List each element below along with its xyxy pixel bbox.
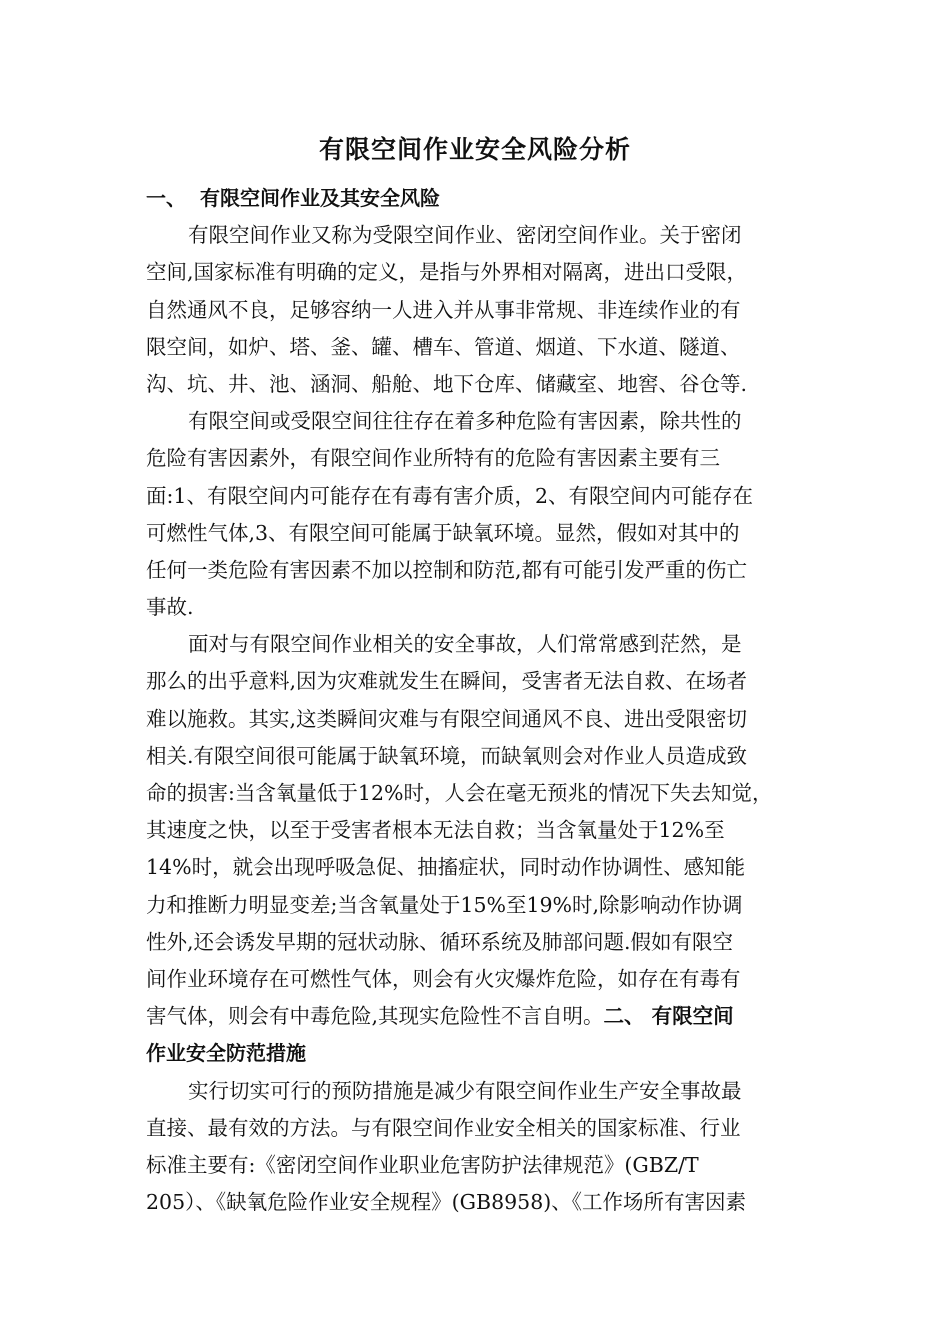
paragraph-4-line: 标准主要有:《密闭空间作业职业危害防护法律规范》(GBZ/T (146, 1152, 699, 1177)
paragraph-3-line: 难以施救。其实,这类瞬间灾难与有限空间通风不良、进出受限密切 (146, 706, 748, 731)
section-2-title-part2: 作业安全防范措施 (146, 1041, 306, 1066)
paragraph-2-line: 危险有害因素外，有限空间作业所特有的危险有害因素主要有三 (146, 446, 720, 471)
paragraph-2-line: 有限空间或受限空间往往存在着多种危险有害因素，除共性的 (188, 409, 742, 434)
section-1-title: 有限空间作业及其安全风险 (200, 186, 440, 210)
section-2-title-part1 (645, 1004, 734, 1028)
paragraph-1-line: 限空间，如炉、塔、釜、罐、槽车、管道、烟道、下水道、隧道、 (146, 334, 741, 359)
paragraph-1-line: 有限空间作业又称为受限空间作业、密闭空间作业。关于密闭 (188, 223, 742, 248)
paragraph-3-line: 间作业环境存在可燃性气体，则会有火灾爆炸危险，如存在有毒有 (146, 966, 741, 991)
paragraph-1-line: 沟、坑、井、池、涵洞、船舱、地下仓库、储藏室、地窖、谷仓等. (146, 371, 748, 396)
paragraph-3-line: 14%时，就会出现呼吸急促、抽搐症状，同时动作协调性、感知能 (146, 855, 746, 880)
paragraph-1-line: 自然通风不良，足够容纳一人进入并从事非常规、非连续作业的有 (146, 297, 741, 322)
section-2-title-part1-text: 有限空间 (651, 1004, 734, 1029)
paragraph-3-line: 其速度之快，以至于受害者根本无法自救；当含氧量处于12%至 (146, 818, 725, 843)
paragraph-3-line: 相关.有限空间很可能属于缺氧环境，而缺氧则会对作业人员造成致 (146, 743, 748, 768)
paragraph-2-line: 事故. (146, 595, 194, 620)
paragraph-2-line: 面:1、有限空间内可能存在有毒有害介质，2、有限空间内可能存在 (146, 483, 753, 508)
paragraph-3-line: 面对与有限空间作业相关的安全事故，人们常常感到茫然，是 (188, 632, 742, 657)
paragraph-2-line: 任何一类危险有害因素不加以控制和防范,都有可能引发严重的伤亡 (146, 557, 748, 582)
document-body (146, 180, 810, 1221)
paragraph-4-line: 实行切实可行的预防措施是减少有限空间作业生产安全事故最 (188, 1078, 742, 1103)
section-1-number: 一、 (146, 186, 186, 210)
paragraph-3-last-text: 害气体，则会有中毒危险,其现实危险性不言自明。 (146, 1004, 604, 1029)
paragraph-3-line: 命的损害:当含氧量低于12%时，人会在毫无预兆的情况下失去知觉， (146, 781, 773, 805)
paragraph-3-line: 力和推断力明显变差;当含氧量处于15%至19%时,除影响动作协调 (146, 892, 743, 917)
paragraph-3-line: 性外,还会诱发早期的冠状动脉、循环系统及肺部问题.假如有限空 (146, 929, 734, 954)
paragraph-3-last-line (146, 998, 810, 1035)
paragraph-2-line: 可燃性气体,3、有限空间可能属于缺氧环境。显然，假如对其中的 (146, 520, 740, 545)
paragraph-4-line: 205）、《缺氧危险作业安全规程》(GB8958)、《工作场所有害因素 (146, 1190, 746, 1215)
paragraph-4-line: 直接、最有效的方法。与有限空间作业安全相关的国家标准、行业 (146, 1115, 741, 1140)
section-2-number: 二、 (603, 1004, 645, 1029)
paragraph-3-line: 那么的出乎意料,因为灾难就发生在瞬间，受害者无法自救、在场者 (146, 669, 748, 694)
section-1-heading (146, 180, 810, 217)
document-title: 有限空间作业安全风险分析 (318, 135, 631, 164)
paragraph-1-line: 空间,国家标准有明确的定义，是指与外界相对隔离，进出口受限， (146, 260, 748, 285)
